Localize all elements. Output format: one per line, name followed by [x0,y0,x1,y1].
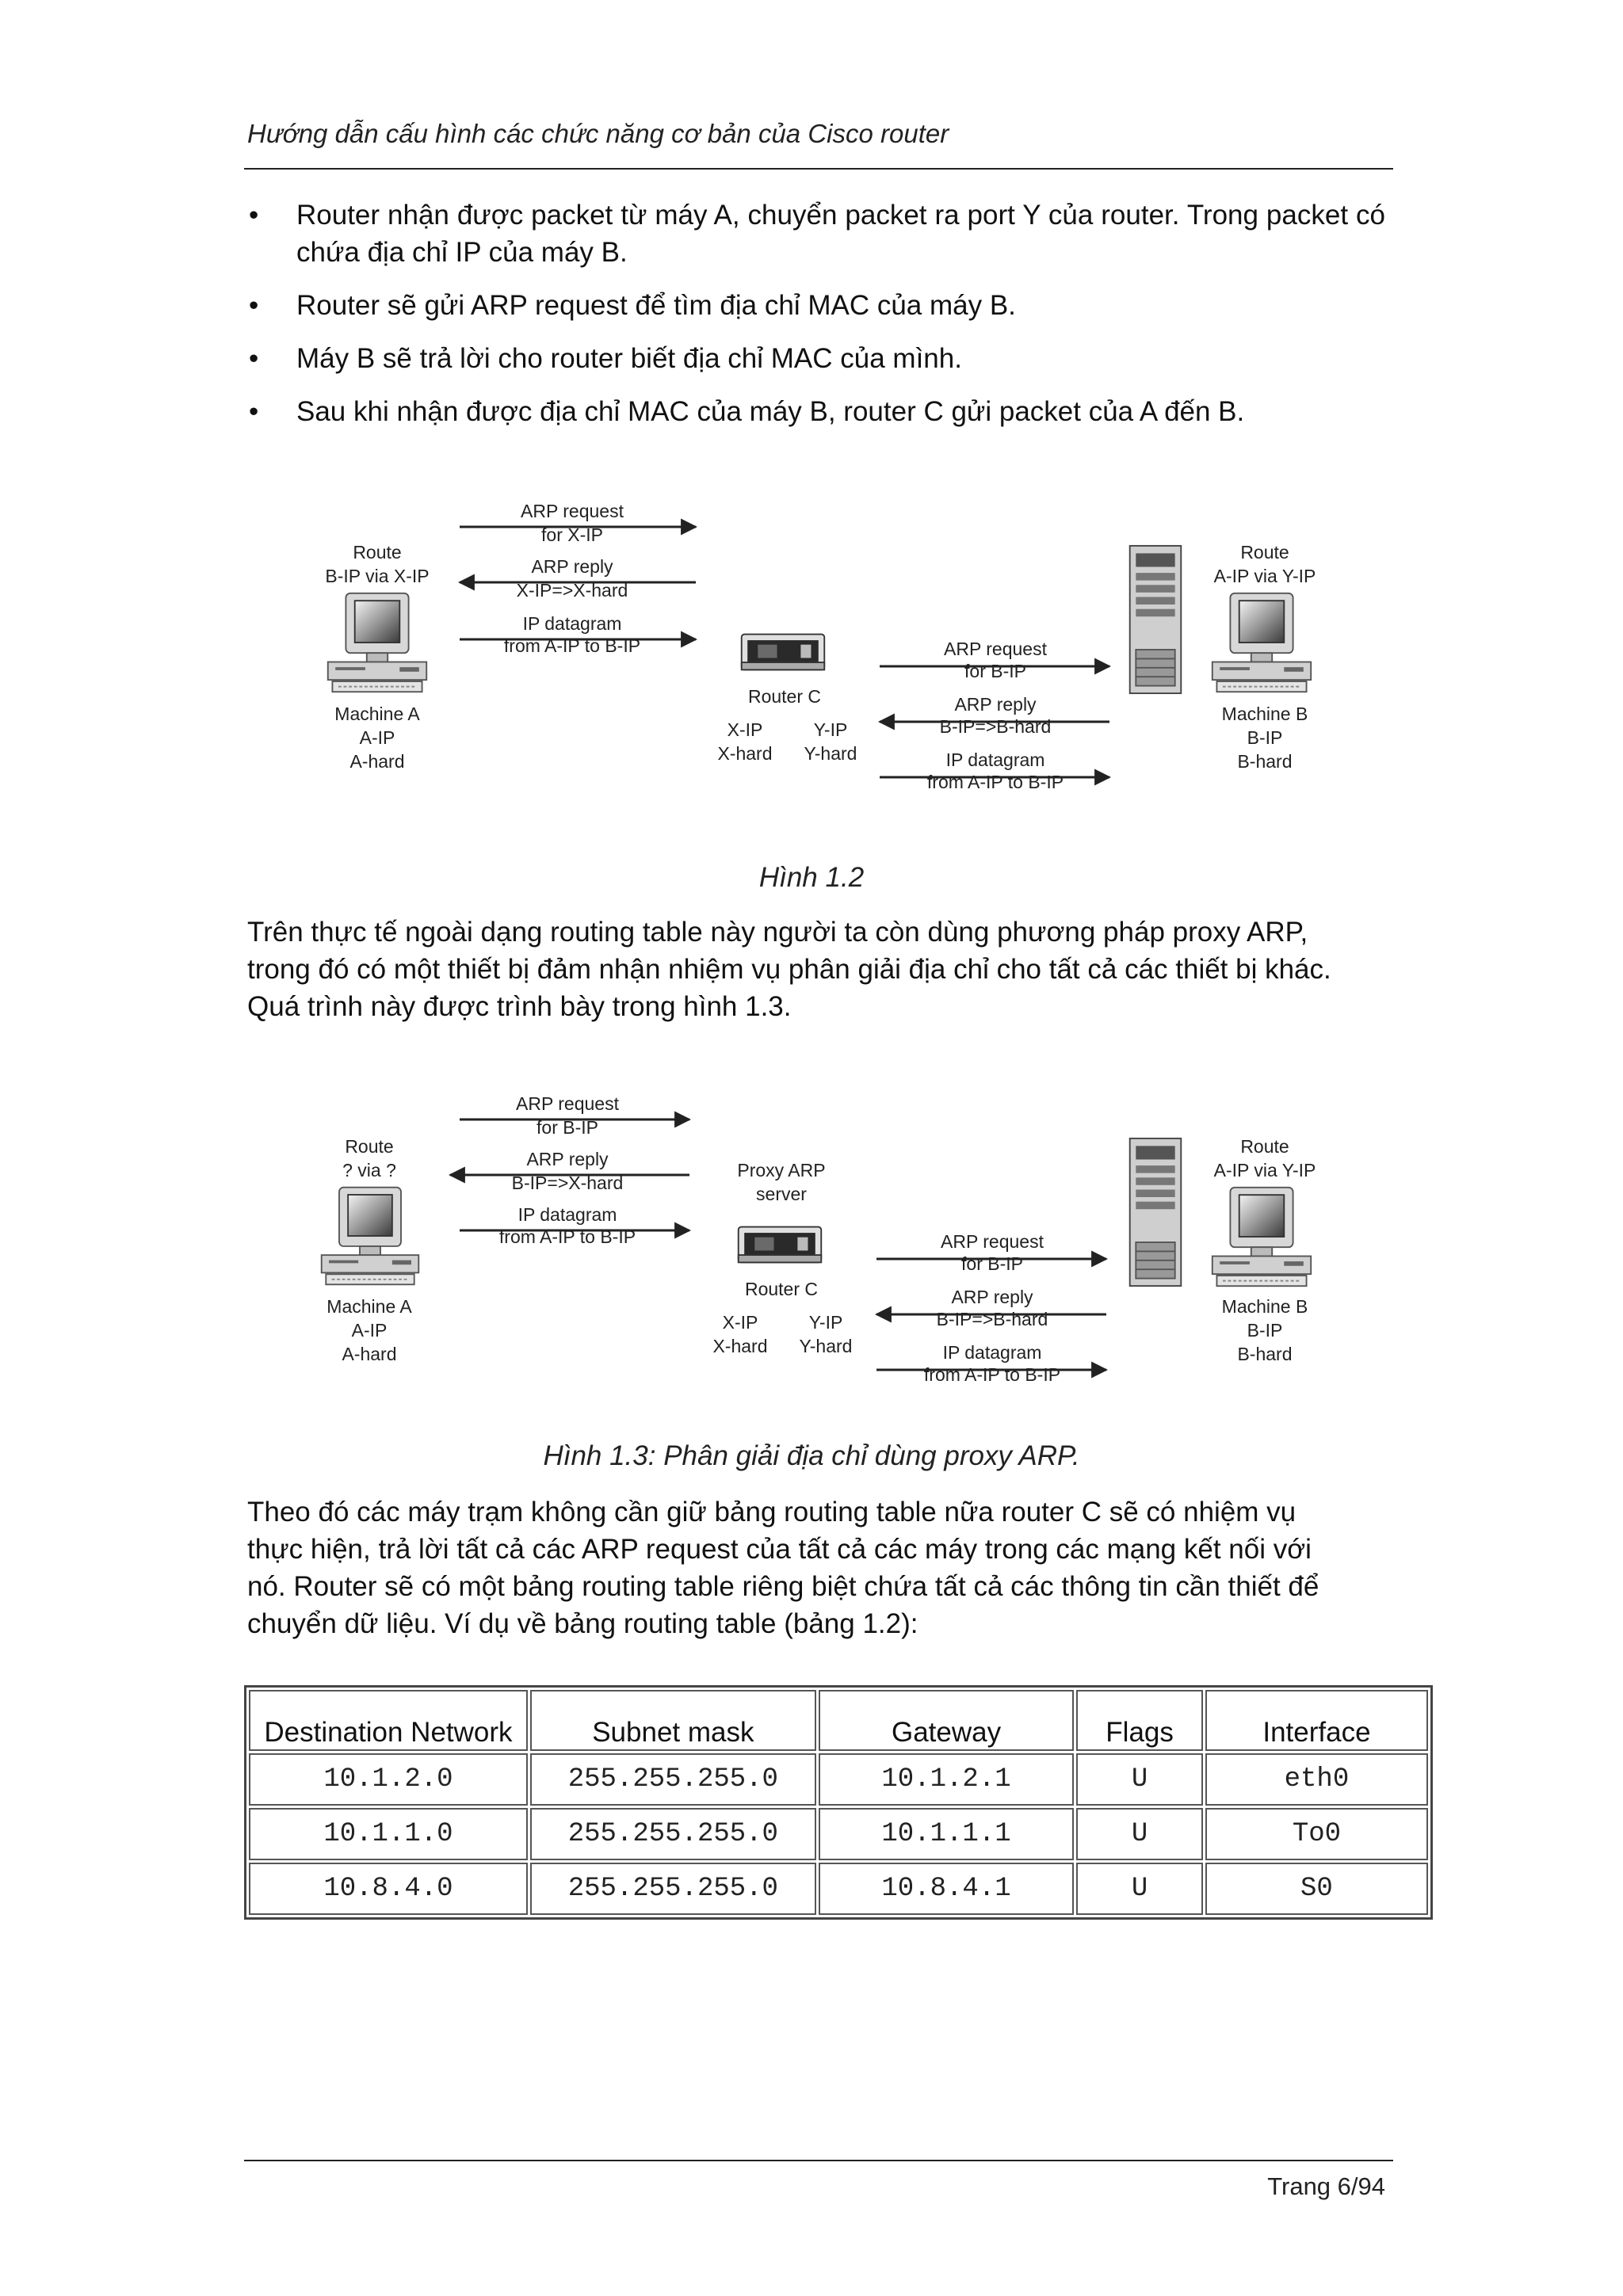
table-row [249,1808,1428,1860]
label-router-y-hw: Y-hard [799,1336,853,1356]
label-arp-request: ARP request [521,501,624,521]
label-right-reply-map: B-IP=>B-hard [936,1309,1048,1329]
label-right-request: ARP request [941,1231,1044,1252]
figure-proxy-arp [317,1081,1323,1398]
label-route-a: Route [353,542,402,563]
computer-icon [322,1188,419,1285]
table-cell: eth0 [1205,1753,1428,1806]
label-route-b-detail: A-IP via Y-IP [1213,1160,1316,1180]
list-item: • Router sẽ gửi ARP request để tìm địa chỉ MAC của máy B. [244,287,1385,324]
label-machine-b-hw: B-hard [1237,751,1293,772]
table-cell: 10.1.1.1 [819,1808,1075,1860]
header-rule [244,168,1393,170]
label-right-datagram: IP datagram [942,1342,1042,1363]
label-router: Router C [744,1279,819,1299]
routing-table [244,1685,1433,1920]
table-cell: 255.255.255.0 [530,1808,816,1860]
computer-icon [328,593,426,692]
label-right-reply: ARP reply [951,1287,1033,1307]
label-machine-a-hw: A-hard [342,1344,397,1364]
label-route-a-detail: ? via ? [342,1160,396,1180]
label-router-y-ip: Y-IP [813,719,848,740]
label-ip-datagram: IP datagram [517,1204,617,1225]
table-cell: 10.1.2.1 [819,1753,1075,1806]
list-item: • Máy B sẽ trả lời cho router biết địa chỉ MAC của mình. [244,340,1385,377]
bullet-list [244,196,1385,446]
label-right-reply: ARP reply [954,694,1037,715]
table-cell: S0 [1205,1863,1428,1915]
label-machine-b-ip: B-IP [1247,727,1283,748]
label-arp-request-target: for B-IP [537,1117,598,1138]
table-cell: To0 [1205,1808,1428,1860]
page-number: Trang 6/94 [1267,2172,1385,2200]
label-ip-datagram-route: from A-IP to B-IP [503,635,641,656]
label-router-y-hw: Y-hard [804,743,857,764]
list-item: • Sau khi nhận được địa chỉ MAC của máy B, router C gửi packet của A đến B. [244,393,1385,430]
label-arp-reply: ARP reply [531,556,613,577]
label-ip-datagram-route: from A-IP to B-IP [498,1226,636,1247]
label-right-reply-map: B-IP=>B-hard [939,716,1052,737]
label-machine-b-hw: B-hard [1237,1344,1293,1364]
label-route-a-detail: B-IP via X-IP [325,566,430,586]
computer-icon [1212,1188,1311,1286]
column-header: Gateway [819,1690,1075,1751]
label-router: Router C [747,686,822,707]
bullet-icon: • [249,343,259,374]
label-machine-a-ip: A-IP [359,727,395,748]
list-item: • Router nhận được packet từ máy A, chuyển packet ra port Y của router. Trong packet có chứa địa chỉ IP của máy B. [244,196,1385,271]
label-route-a: Route [345,1136,394,1157]
label-right-datagram: IP datagram [945,749,1045,770]
computer-icon [1212,593,1311,692]
router-icon [739,1227,822,1263]
label-right-request: ARP request [944,639,1047,659]
label-machine-a-ip: A-IP [351,1320,388,1341]
label-route-b-detail: A-IP via Y-IP [1213,566,1316,586]
label-machine-a: Machine A [334,704,420,724]
label-machine-a: Machine A [327,1296,412,1317]
paragraph-proxy-intro: Trên thực tế ngoài dạng routing table này người ta còn dùng phương pháp proxy ARP, trong đó có một thiết bị đảm nhận nhiệm vụ phân giải địa chỉ cho tất cả các thiết bị khác. Quá trình này được trình bày trong hình 1.3. [247,917,1331,1022]
label-right-datagram-route: from A-IP to B-IP [926,772,1064,792]
table-cell: 255.255.255.0 [530,1863,816,1915]
label-route-b: Route [1240,542,1289,563]
column-header: Subnet mask [530,1690,816,1751]
table-cell: 10.1.2.0 [249,1753,528,1806]
label-router-x-hw: X-hard [712,1336,768,1356]
label-router-y-ip: Y-IP [808,1312,843,1333]
label-arp-request: ARP request [516,1093,619,1114]
table-header-row [249,1690,1428,1751]
table-cell: U [1076,1753,1203,1806]
label-proxy-server-role: server [756,1184,807,1204]
label-proxy-server: Proxy ARP [737,1160,826,1180]
label-router-x-ip: X-IP [722,1312,758,1333]
label-arp-reply: ARP reply [526,1149,609,1169]
label-router-x-ip: X-IP [727,719,763,740]
paragraph-proxy-explanation: Theo đó các máy trạm không cần giữ bảng routing table nữa router C sẽ có nhiệm vụ thực hiện, trả lời tất cả các ARP request của tất cả các máy trong các mạng kết nối với nó. Router sẽ có một bảng routing table riêng biệt chứa tất cả các thông tin cần thiết để chuyển dữ liệu. Ví dụ về bảng routing table (bảng 1.2): [247,1497,1319,1639]
label-ip-datagram: IP datagram [522,613,622,634]
server-tower-icon [1130,1138,1182,1286]
running-header: Hướng dẫn cấu hình các chức năng cơ bản của Cisco router [247,119,949,148]
figure-caption: Hình 1.3: Phân giải địa chỉ dùng proxy ARP. [543,1440,1080,1471]
bullet-icon: • [249,396,259,427]
label-route-b: Route [1240,1136,1289,1157]
table-cell: 10.8.4.0 [249,1863,528,1915]
column-header: Flags [1076,1690,1203,1751]
label-router-x-hw: X-hard [717,743,773,764]
column-header: Interface [1205,1690,1428,1751]
label-arp-reply-map: B-IP=>X-hard [511,1173,624,1193]
server-tower-icon [1130,546,1182,693]
label-machine-b-ip: B-IP [1247,1320,1283,1341]
bullet-icon: • [249,290,259,321]
column-header: Destination Network [249,1690,528,1751]
table-cell: 255.255.255.0 [530,1753,816,1806]
footer-rule [244,2160,1393,2161]
label-arp-request-target: for X-IP [541,524,603,545]
table-cell: 10.8.4.1 [819,1863,1075,1915]
table-cell: 10.1.1.0 [249,1808,528,1860]
figure-arp-routing [317,487,1323,836]
figure-caption: Hình 1.2 [758,862,865,893]
bullet-icon: • [249,200,259,231]
label-right-datagram-route: from A-IP to B-IP [923,1364,1061,1385]
label-arp-reply-map: X-IP=>X-hard [516,580,628,601]
router-icon [742,635,825,670]
label-machine-a-hw: A-hard [349,751,405,772]
table-row [249,1753,1428,1806]
table-cell: U [1076,1808,1203,1860]
table-cell: U [1076,1863,1203,1915]
label-machine-b: Machine B [1221,704,1308,724]
table-row [249,1863,1428,1915]
label-right-request-target: for B-IP [961,1253,1023,1274]
label-right-request-target: for B-IP [964,661,1026,681]
label-machine-b: Machine B [1221,1296,1308,1317]
